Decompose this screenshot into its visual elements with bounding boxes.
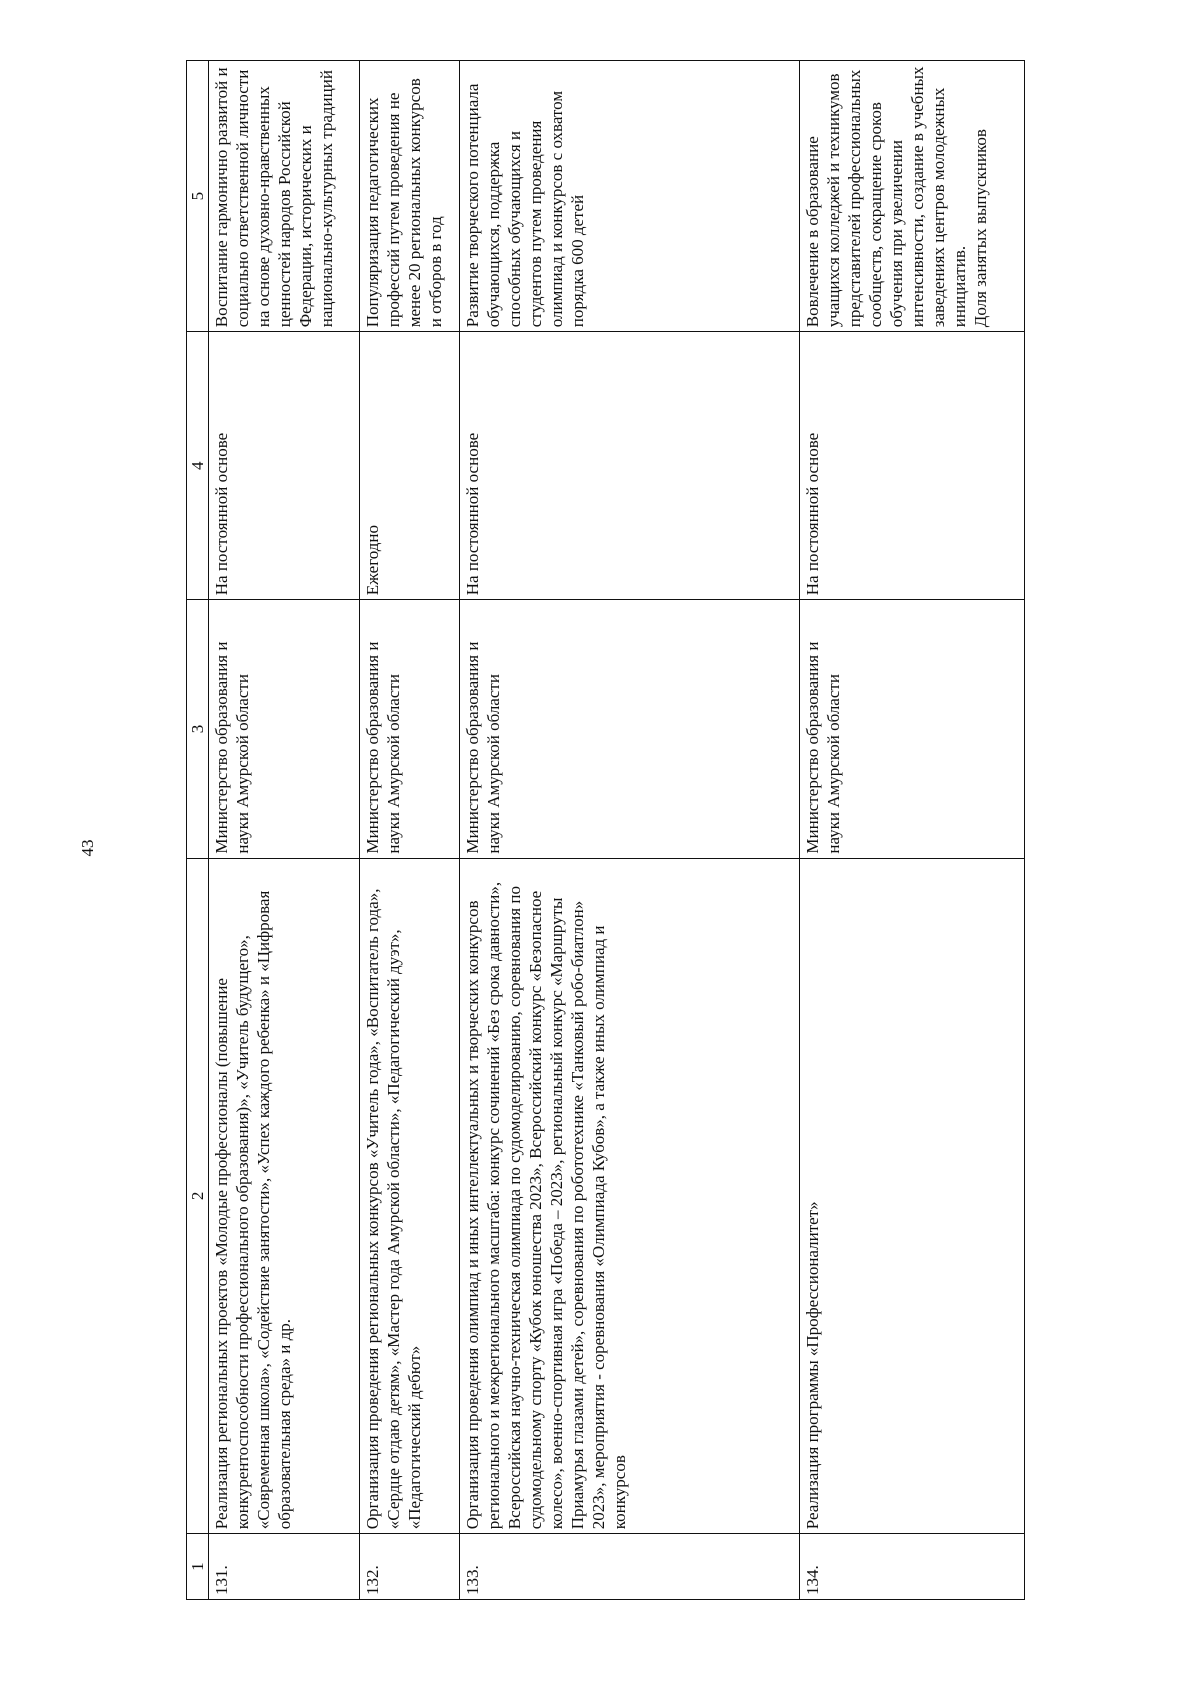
result-cell: Воспитание гармонично развитой и социально ответственной личности на основе духовно-нравственных ценностей народов Российской Федерации, исторических и национально-культурных традиций [209, 61, 360, 332]
event-cell: Организация проведения региональных конкурсов «Учитель года», «Воспитатель года», «Сердце отдаю детям», «Мастер года Амурской области», «Педагогический дуэт», «Педагогический дебют» [360, 858, 460, 1534]
event-cell: Организация проведения олимпиад и иных интеллектуальных и творческих конкурсов регионального и межрегионального масштаба: конкурс сочинений «Без срока давности», Всероссийская научно-техническая олимпиада по судомоделированию, соревнования по судомодельному спорту «Кубок юношества 2023», Всероссийский конкурс «Безопасное колесо», военно-спортивная игра «Победа – 2023», региональный конкурс «Маршруты Приамурья глазами детей», соревнования по робототехнике «Танковый робо-биатлон» 2023», мероприятия - соревнования «Олимпиада Кубов», а также иных олимпиад и конкурсов [460, 858, 800, 1534]
page-number: 43 [78, 839, 97, 857]
term-cell: На постоянной основе [209, 332, 360, 600]
header-col-2: 2 [187, 858, 209, 1534]
header-col-4: 4 [187, 332, 209, 600]
term-cell: На постоянной основе [800, 332, 1025, 600]
measures-table [186, 60, 1025, 1600]
executor-cell: Министерство образования и науки Амурской области [460, 600, 800, 858]
event-cell: Реализация программы «Профессионалитет» [800, 858, 1025, 1534]
row-number: 131. [209, 1534, 360, 1600]
rotated-table-container [186, 60, 1014, 1600]
executor-cell: Министерство образования и науки Амурской области [800, 600, 1025, 858]
table-header-row [187, 61, 209, 1600]
result-cell [800, 61, 1025, 332]
event-cell: Реализация региональных проектов «Молодые профессионалы (повышение конкурентоспособности профессионального образования)», «Учитель будущего», «Современная школа», «Содействие занятости», «Успех каждого ребенка» и «Цифровая образовательная среда» и др. [209, 858, 360, 1534]
header-col-3: 3 [187, 600, 209, 858]
row-number: 132. [360, 1534, 460, 1600]
row-number: 133. [460, 1534, 800, 1600]
term-cell: На постоянной основе [460, 332, 800, 600]
result-extra-text: Доля занятых выпускников [971, 129, 990, 328]
table-row [209, 61, 360, 1600]
executor-cell: Министерство образования и науки Амурской области [209, 600, 360, 858]
header-col-1: 1 [187, 1534, 209, 1600]
table-row [800, 61, 1025, 1600]
term-cell: Ежегодно [360, 332, 460, 600]
result-text: Вовлечение в образование учащихся колледжей и техникумов представителей профессиональных сообществ, сокращение сроков обучения при увеличении интенсивности, создание в учебных заведениях центров молодежных инициатив. [803, 66, 969, 328]
header-col-5: 5 [187, 61, 209, 332]
table-row [360, 61, 460, 1600]
executor-cell: Министерство образования и науки Амурской области [360, 600, 460, 858]
result-cell: Популяризация педагогических профессий путем проведения не менее 20 региональных конкурсов и отборов в год [360, 61, 460, 332]
row-number: 134. [800, 1534, 1025, 1600]
table-row [460, 61, 800, 1600]
result-cell: Развитие творческого потенциала обучающихся, поддержка способных обучающихся и студентов путем проведения олимпиад и конкурсов с охватом порядка 600 детей [460, 61, 800, 332]
